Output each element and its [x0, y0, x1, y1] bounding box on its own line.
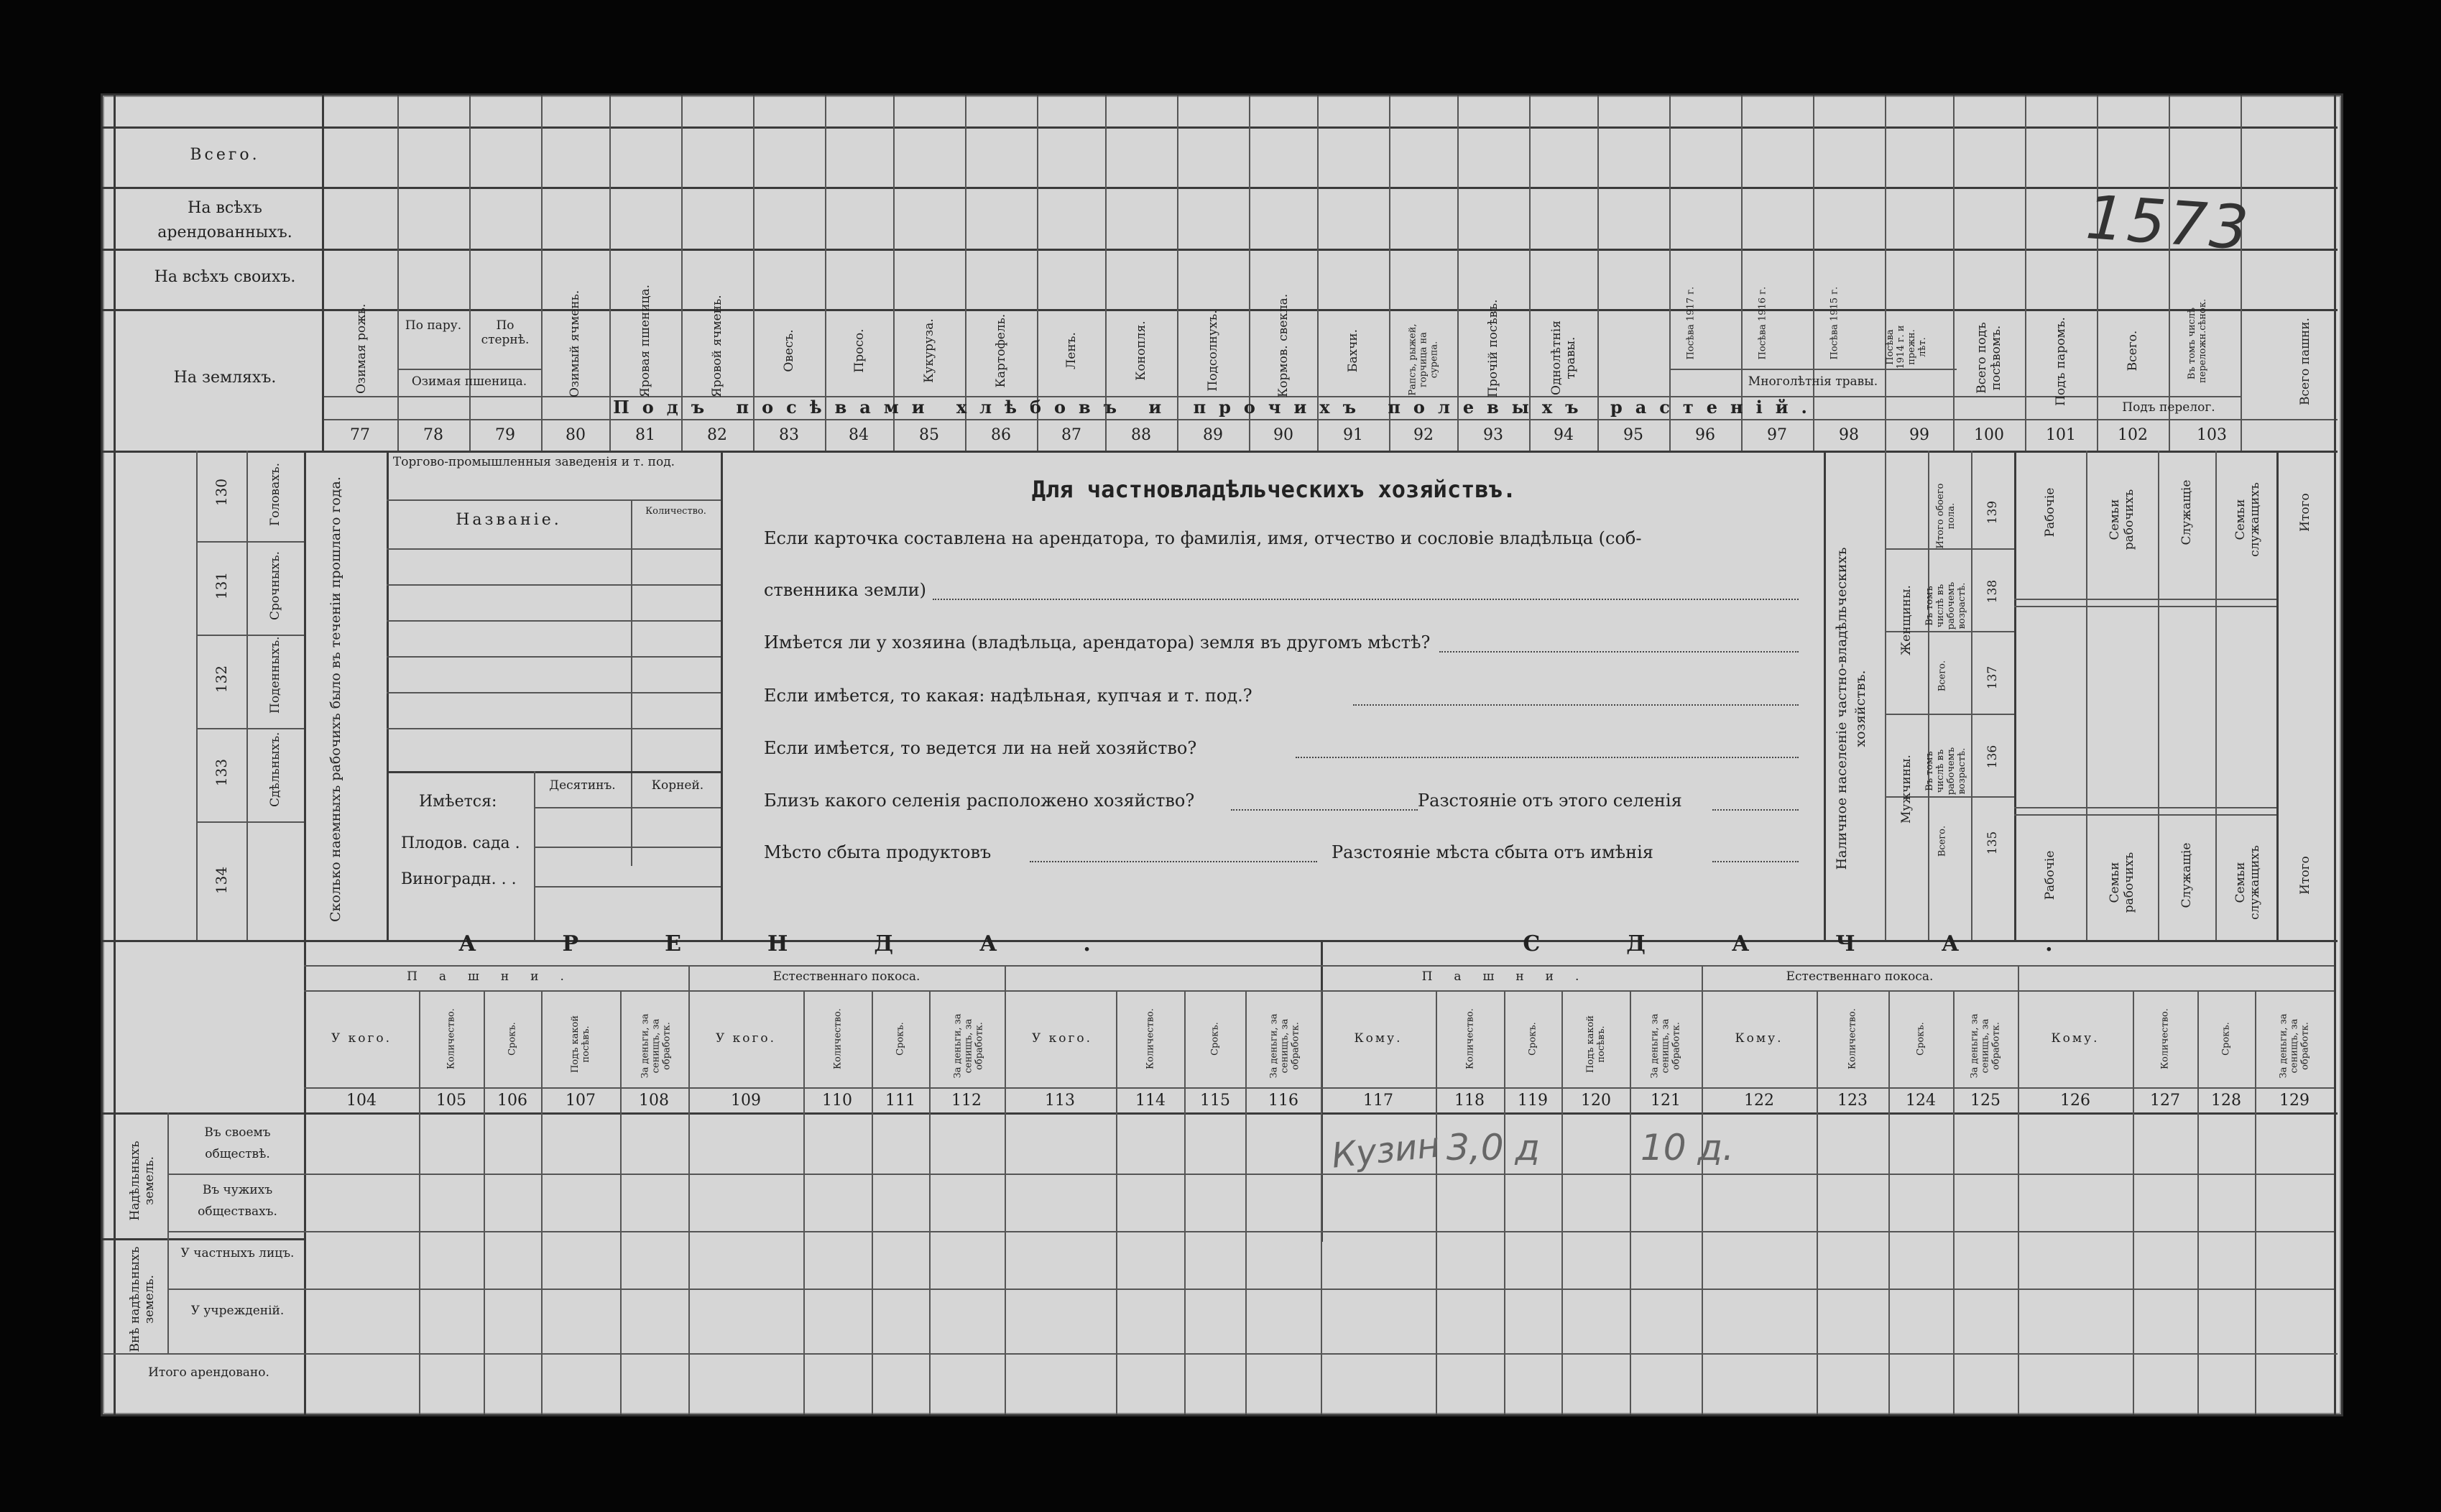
sdacha-pokos: Естественнаго покоса.: [1786, 969, 1934, 984]
col-num-122: 122: [1744, 1092, 1774, 1110]
men-workers-label: Въ томъ числѣ въ рабочемъ возрастѣ.: [1924, 747, 1967, 796]
arenda-pashni: Пашни.: [407, 969, 586, 984]
row-private-persons: У частныхъ лицъ.: [180, 1246, 295, 1260]
total-bottom: Итого: [2298, 856, 2312, 895]
col-num-88: 88: [1131, 426, 1151, 444]
workers-families-top: Семьи рабочихъ: [2108, 489, 2136, 550]
col-label-99: Всего подъ посѣвомъ.: [1975, 322, 2003, 394]
col-num-127: 127: [2150, 1092, 2180, 1110]
korney-header: Корней.: [651, 778, 704, 793]
col-label-100: Подъ паромъ.: [2054, 317, 2068, 406]
col-num-80: 80: [566, 426, 586, 444]
handwritten-to-whom: Кузин: [1329, 1125, 1442, 1176]
col-num-102: 102: [2118, 426, 2148, 444]
village-fill[interactable]: [1231, 795, 1418, 811]
col-num-83: 83: [779, 426, 799, 444]
farming-fill[interactable]: [1296, 742, 1799, 758]
col-num-78: 78: [423, 426, 443, 444]
col-label-94: Однолѣтнія травы.: [1549, 321, 1578, 395]
employees-families-top: Семьи служащихъ: [2233, 482, 2262, 557]
col-num-84: 84: [849, 426, 869, 444]
col-num-91: 91: [1343, 426, 1363, 444]
col-label-89: Подсолнухъ.: [1206, 310, 1220, 392]
col-num-89: 89: [1203, 426, 1223, 444]
trade-title: Торгово-промышленныя заведенія и т. под.: [392, 455, 675, 469]
col-num-125: 125: [1970, 1092, 2001, 1110]
col-num-116: 116: [1268, 1092, 1298, 1110]
col-num-114: 114: [1135, 1092, 1166, 1110]
pop-num-135: 135: [1985, 831, 2000, 855]
sdacha-h-126: Кому.: [2051, 1031, 2100, 1046]
col-label-93: Прочій посѣвъ.: [1486, 299, 1500, 397]
winter-wheat-header: Озимая пшеница.: [411, 374, 527, 389]
men-total-label: Всего.: [1937, 825, 1948, 857]
workers-top: Рабочіе: [2043, 487, 2057, 538]
employees-bottom: Служащіе: [2179, 842, 2194, 908]
col-num-87: 87: [1061, 426, 1081, 444]
women-total-label: Всего.: [1937, 660, 1948, 692]
col-num-99: 99: [1909, 426, 1929, 444]
col-num-95: 95: [1623, 426, 1643, 444]
form-line-other-land: Имѣется ли у хозяина (владѣльца, арендатора) земля въ другомъ мѣстѣ?: [764, 632, 1431, 653]
col-num-118: 118: [1454, 1092, 1485, 1110]
owner-fill[interactable]: [933, 584, 1799, 600]
col-label-88: Конопля.: [1134, 321, 1148, 381]
arenda-h-107: Подъ какой посѣвъ.: [570, 1015, 591, 1074]
col-num-126: 126: [2060, 1092, 2090, 1110]
private-form-title: Для частновладѣльческихъ хозяйствъ.: [1031, 476, 1517, 503]
sdacha-h-125: За деньги, за сенищъ, за обработк.: [1969, 1013, 2002, 1079]
col-label-77: Озимая рожь.: [354, 303, 369, 394]
form-line-owner-cont: ственника земли): [764, 580, 926, 600]
sdacha-h-123: Количество.: [1847, 1008, 1858, 1069]
employees-top: Служащіе: [2179, 479, 2194, 545]
col-num-86: 86: [991, 426, 1011, 444]
perennial-grass-header: Многолѣтнія травы.: [1748, 374, 1878, 389]
row-other-societies: Въ чужихъ обществахъ.: [198, 1183, 277, 1219]
row-total-rented: Итого арендовано.: [148, 1365, 269, 1380]
col-num-100: 100: [1974, 426, 2004, 444]
form-line-market: Мѣсто сбыта продуктовъ: [764, 842, 992, 862]
col-num-113: 113: [1045, 1092, 1075, 1110]
sdacha-banner: СДАЧА.: [1523, 931, 2139, 956]
col-num-129: 129: [2279, 1092, 2310, 1110]
census-card: [101, 93, 2343, 1416]
arenda-h-113: У кого.: [1031, 1031, 1093, 1046]
village-distance-fill[interactable]: [1712, 795, 1799, 811]
hired-num-131: 131: [213, 571, 230, 600]
col-label-101: Всего.: [2126, 330, 2140, 372]
hired-label-130: Головахъ.: [268, 462, 282, 527]
workers-families-bottom: Семьи рабочихъ: [2108, 852, 2136, 913]
pop-num-138: 138: [1985, 579, 2000, 604]
col-label-85: Кукуруза.: [922, 318, 936, 383]
col-num-77: 77: [350, 426, 370, 444]
market-distance-fill[interactable]: [1712, 847, 1799, 862]
land-type-fill[interactable]: [1353, 690, 1799, 706]
handwritten-card-number: 1573: [2083, 182, 2253, 264]
col-num-90: 90: [1273, 426, 1293, 444]
hired-num-130: 130: [213, 478, 230, 507]
col-num-97: 97: [1767, 426, 1787, 444]
hired-num-134: 134: [213, 866, 230, 895]
sdacha-h-124: Срокъ.: [1915, 1022, 1927, 1056]
hired-label-132: Поденныхъ.: [268, 636, 282, 714]
men-label: Мужчины.: [1899, 755, 1914, 824]
crops-banner: Подъ посѣвами хлѣбовъ и прочихъ полевыхъ растеній.: [613, 397, 1820, 418]
col-num-120: 120: [1581, 1092, 1611, 1110]
row-label-total: Всего.: [190, 146, 260, 164]
arenda-h-114: Количество.: [1145, 1008, 1156, 1069]
sdacha-h-121: За деньги, за сенищъ, за обработк.: [1649, 1013, 1682, 1079]
col-num-98: 98: [1839, 426, 1859, 444]
col-label-92: Рапсъ, рыжей, горчица на сурепа.: [1407, 323, 1440, 396]
row-institutions: У учрежденій.: [190, 1304, 285, 1318]
workers-bottom: Рабочіе: [2043, 850, 2057, 900]
col-num-85: 85: [919, 426, 939, 444]
has-label: Имѣется:: [419, 793, 497, 811]
col-num-104: 104: [346, 1092, 377, 1110]
hired-label-133: Сдѣльныхъ.: [268, 732, 282, 807]
arenda-h-108: За деньги, за сенищъ, за обработк.: [640, 1013, 673, 1079]
sdacha-h-120: Подъ какой посѣвъ.: [1585, 1015, 1607, 1074]
arenda-h-112: За деньги, за сенищъ, за обработк.: [952, 1013, 985, 1079]
col-num-121: 121: [1651, 1092, 1681, 1110]
col-num-81: 81: [635, 426, 655, 444]
pop-num-137: 137: [1985, 665, 2000, 690]
hired-num-132: 132: [213, 665, 230, 693]
handwritten-payment: 10 д.: [1641, 1127, 1734, 1168]
women-label: Женщины.: [1899, 585, 1914, 655]
total-top: Итого: [2298, 493, 2312, 532]
desyatin-header: Десятинъ.: [549, 778, 616, 793]
form-line-land-type: Если имѣется, то какая: надѣльная, купчая и т. под.?: [764, 686, 1252, 706]
col-num-105: 105: [436, 1092, 466, 1110]
col-num-128: 128: [2211, 1092, 2241, 1110]
pop-num-139: 139: [1985, 500, 2000, 525]
women-workers-label: Въ томъ числѣ въ рабочемъ возрастѣ.: [1924, 581, 1967, 630]
col-num-101: 101: [2046, 426, 2076, 444]
arenda-h-106: Срокъ.: [507, 1022, 518, 1056]
col-num-108: 108: [639, 1092, 669, 1110]
employees-families-bottom: Семьи служащихъ: [2233, 845, 2262, 920]
row-own-society: Въ своемъ обществѣ.: [204, 1125, 271, 1161]
col-label-98: Посѣва 1914 г. и прежн. лѣт.: [1885, 325, 1928, 369]
arenda-banner: АРЕНДА.: [458, 931, 1177, 956]
sdacha-h-122: Кому.: [1735, 1031, 1784, 1046]
market-fill[interactable]: [1030, 847, 1317, 862]
group-non-allotment: Внѣ надѣльныхъ земель.: [128, 1246, 157, 1352]
form-line-market-distance: Разстояніе мѣста сбыта отъ имѣнія: [1332, 842, 1653, 862]
hired-workers-label: Сколько наемныхъ рабочихъ было въ теченіи прошлаго года.: [328, 476, 343, 922]
handwritten-quantity: 3,0 д: [1446, 1127, 1540, 1168]
fallow-header: Подъ перелог.: [2122, 400, 2215, 415]
col-num-106: 106: [497, 1092, 527, 1110]
col-num-93: 93: [1483, 426, 1503, 444]
col-label-102: Въ томъ числѣ переложн.сѣнок.: [2187, 298, 2208, 383]
col-label-84: Просо.: [852, 328, 867, 373]
sdacha-h-119: Срокъ.: [1527, 1022, 1538, 1056]
col-label-81: Яровая пшеница.: [638, 284, 652, 397]
col-label-90: Кормов. свекла.: [1276, 293, 1291, 397]
col-label-87: Ленъ.: [1064, 332, 1079, 369]
col-num-94: 94: [1554, 426, 1574, 444]
col-label-95: Посѣва 1917 г.: [1685, 286, 1697, 360]
form-line-village-distance: Разстояніе отъ этого селенія: [1418, 790, 1682, 811]
col-num-124: 124: [1906, 1092, 1936, 1110]
col-num-107: 107: [566, 1092, 596, 1110]
pop-num-136: 136: [1985, 745, 2000, 769]
col-num-109: 109: [731, 1092, 761, 1110]
form-line-owner: Если карточка составлена на арендатора, то фамилія, имя, отчество и сословіе владѣльца (соб-: [764, 528, 1642, 548]
arenda-h-115: Срокъ.: [1209, 1022, 1221, 1056]
group-allotment: Надѣльныхъ земель.: [128, 1140, 157, 1221]
col-num-110: 110: [822, 1092, 852, 1110]
arenda-pokos: Естественнаго покоса.: [772, 969, 920, 984]
arenda-h-116: За деньги, за сенищъ, за обработк.: [1268, 1013, 1301, 1079]
sdacha-h-128: Срокъ.: [2220, 1022, 2232, 1056]
sdacha-pashni: Пашни.: [1421, 969, 1601, 984]
col-label-82: Яровой ячмень.: [710, 295, 724, 397]
arenda-h-111: Срокъ.: [895, 1022, 906, 1056]
arenda-h-109: У кого.: [715, 1031, 777, 1046]
form-line-village: Близъ какого селенія расположено хозяйство?: [764, 790, 1195, 811]
row-label-rented: На всѣхъ арендованныхъ.: [157, 199, 292, 241]
other-land-fill[interactable]: [1439, 637, 1799, 653]
col-num-115: 115: [1200, 1092, 1230, 1110]
form-line-farming: Если имѣется, то ведется ли на ней хозяйство?: [764, 738, 1197, 758]
trade-name-header: Названіе.: [456, 511, 562, 529]
col-label-96: Посѣва 1916 г.: [1757, 286, 1768, 360]
garden-label: Плодов. сада .: [401, 834, 520, 852]
population-label: Наличное населеніе частно-владѣльческихъ хозяйствъ.: [1834, 547, 1868, 870]
trade-qty-header: Количество.: [645, 506, 706, 517]
row-label-own: На всѣхъ своихъ.: [154, 268, 296, 286]
col-label-79: По стернѣ.: [481, 318, 530, 347]
col-num-119: 119: [1518, 1092, 1548, 1110]
col-label-91: Бахчи.: [1346, 328, 1360, 373]
sdacha-h-117: Кому.: [1354, 1031, 1403, 1046]
total-both-label: Итого обоего пола.: [1935, 483, 1957, 549]
sdacha-h-118: Количество.: [1464, 1008, 1476, 1069]
col-label-83: Овесъ.: [782, 329, 796, 372]
col-num-103: 103: [2197, 426, 2227, 444]
col-num-117: 117: [1363, 1092, 1393, 1110]
arenda-h-105: Количество.: [446, 1008, 457, 1069]
col-num-111: 111: [885, 1092, 915, 1110]
hired-label-131: Срочныхъ.: [268, 550, 282, 620]
hired-num-133: 133: [213, 758, 230, 787]
col-label-86: Картофель.: [994, 313, 1008, 388]
vineyard-label: Виноградн. . .: [401, 870, 517, 888]
col-num-96: 96: [1695, 426, 1715, 444]
col-num-112: 112: [951, 1092, 982, 1110]
sdacha-h-129: За деньги, за сенищъ, за обработк.: [2278, 1013, 2311, 1079]
arenda-h-110: Количество.: [832, 1008, 844, 1069]
row-label-lands: На земляхъ.: [173, 369, 277, 387]
col-num-123: 123: [1837, 1092, 1868, 1110]
sdacha-h-127: Количество.: [2159, 1008, 2171, 1069]
arenda-h-104: У кого.: [331, 1031, 392, 1046]
col-num-92: 92: [1413, 426, 1434, 444]
col-num-79: 79: [495, 426, 515, 444]
col-label-103: Всего пашни.: [2298, 318, 2312, 405]
col-label-97: Посѣва 1915 г.: [1829, 286, 1840, 360]
col-num-82: 82: [707, 426, 727, 444]
col-label-80: Озимый ячмень.: [568, 290, 582, 397]
col-label-78: По пару.: [405, 318, 462, 333]
